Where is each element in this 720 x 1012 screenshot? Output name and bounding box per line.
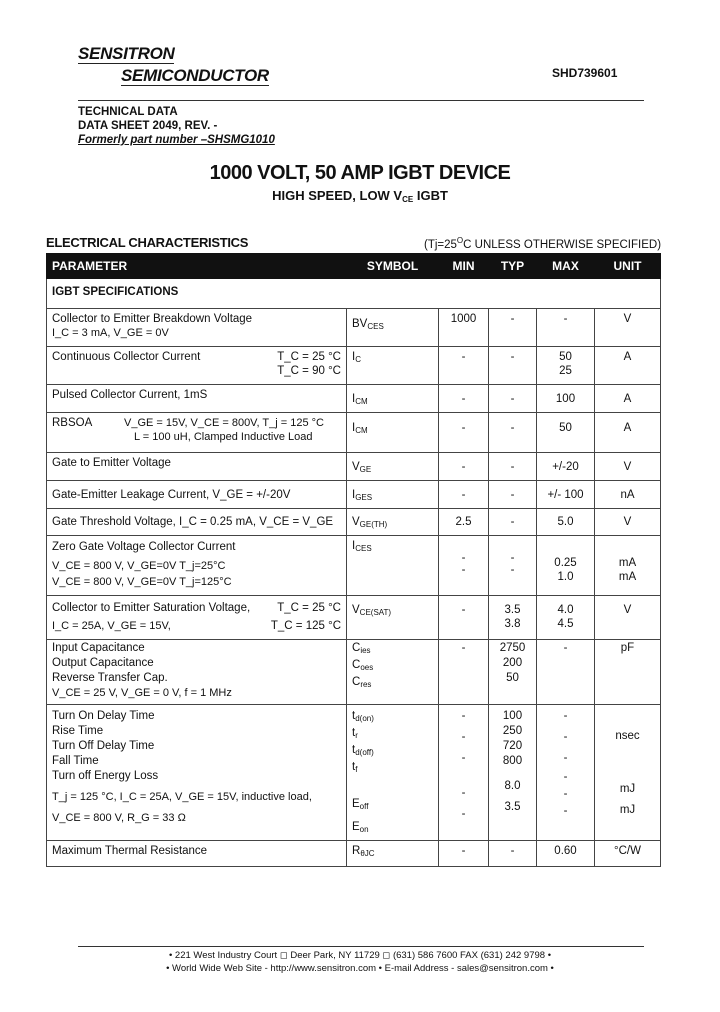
param-label: Collector to Emitter Breakdown Voltage	[52, 313, 253, 325]
group-row	[47, 279, 661, 309]
min-cell: -	[439, 453, 489, 481]
unit-cell: pF	[595, 640, 661, 705]
max-cell: +/- 100	[537, 481, 595, 509]
param-condition: T_j = 125 °C, I_C = 25A, V_GE = 15V, inductive load,	[52, 791, 312, 803]
unit-cell: nA	[595, 481, 661, 509]
table-row	[47, 640, 661, 705]
min-cell: - -	[439, 536, 489, 596]
part-number: SHD739601	[552, 66, 618, 80]
electrical-characteristics-table	[46, 253, 661, 867]
typ-cell: -	[489, 481, 537, 509]
param-label: Input Capacitance	[52, 642, 145, 654]
typ-cell: 3.5 3.8	[489, 596, 537, 640]
unit-cell: V	[595, 596, 661, 640]
param-cell: Gate to Emitter Voltage	[47, 453, 347, 481]
typ-cell: 2750 200 50	[489, 640, 537, 705]
param-cell: Gate Threshold Voltage, I_C = 0.25 mA, V_CE = V_GE	[47, 509, 347, 536]
max-cell: +/-20	[537, 453, 595, 481]
symbol-cell: $V_{GE}$	[347, 453, 439, 481]
param-cell	[47, 347, 347, 385]
symbol-cell: $I_{CES}$	[347, 536, 439, 596]
header-parameter: PARAMETER	[47, 254, 347, 279]
unit-cell: A	[595, 413, 661, 453]
table-row	[47, 385, 661, 413]
unit-cell: V	[595, 309, 661, 347]
min-cell: -	[439, 347, 489, 385]
typ-cell: -	[489, 309, 537, 347]
max-cell: 50 25	[537, 347, 595, 385]
param-label: Zero Gate Voltage Collector Current	[52, 541, 236, 553]
header-typ: TYP	[489, 254, 537, 279]
param-cell	[47, 705, 347, 841]
header-symbol: SYMBOL	[347, 254, 439, 279]
page-title: 1000 VOLT, 50 AMP IGBT DEVICE	[209, 162, 511, 184]
param-cell	[47, 413, 347, 453]
unit-cell: V	[595, 453, 661, 481]
min-cell: -	[439, 385, 489, 413]
max-cell: 100	[537, 385, 595, 413]
datasheet-revision: DATA SHEET 2049, REV. -	[78, 120, 218, 132]
footer-address: • 221 West Industry Court ◻ Deer Park, NY 11729 ◻ (631) 586 7600 FAX (631) 242 9798 •	[168, 950, 552, 961]
table-row	[47, 705, 661, 841]
min-cell: -	[439, 413, 489, 453]
header-rule	[78, 100, 644, 101]
param-condition: T_C = 90 °C	[277, 365, 341, 377]
param-condition: V_CE = 800 V, V_GE=0V T_j=25°C	[52, 560, 226, 572]
table-row	[47, 596, 661, 640]
max-cell: 4.0 4.5	[537, 596, 595, 640]
min-cell: -	[439, 481, 489, 509]
param-label: Rise Time	[52, 725, 104, 737]
table-row	[47, 453, 661, 481]
min-cell: 2.5	[439, 509, 489, 536]
unit-cell: mA mA	[595, 536, 661, 596]
table-header-row	[47, 254, 661, 279]
symbol-cell: $BV_{CES}$	[347, 309, 439, 347]
min-cell: - - - - -	[439, 705, 489, 841]
table-row	[47, 413, 661, 453]
former-part-number: Formerly part number –SHSMG1010	[78, 134, 275, 146]
typ-cell: -	[489, 347, 537, 385]
table-row	[47, 309, 661, 347]
table-row	[47, 841, 661, 867]
param-condition: T_C = 25 °C	[277, 351, 341, 363]
param-condition: V_GE = 15V, V_CE = 800V, T_j = 125 °C	[124, 417, 324, 429]
param-condition: L = 100 uH, Clamped Inductive Load	[134, 431, 313, 443]
unit-cell: A	[595, 347, 661, 385]
param-condition: I_C = 25A, V_GE = 15V,	[52, 620, 171, 632]
section-heading: ELECTRICAL CHARACTERISTICS	[46, 235, 249, 250]
param-cell: Gate-Emitter Leakage Current, V_GE = +/-20V	[47, 481, 347, 509]
technical-data-label: TECHNICAL DATA	[78, 106, 178, 118]
table-row	[47, 481, 661, 509]
param-label: Turn On Delay Time	[52, 710, 155, 722]
table-row	[47, 347, 661, 385]
symbol-cell: $V_{GE(TH)}$	[347, 509, 439, 536]
param-condition: T_C = 125 °C	[270, 620, 341, 632]
param-condition: T_C = 25 °C	[277, 602, 341, 614]
param-label: Turn Off Delay Time	[52, 740, 155, 752]
company-logo-line2: SEMICONDUCTOR	[121, 66, 269, 85]
max-cell: - - - - - -	[537, 705, 595, 841]
param-cell: Pulsed Collector Current, 1mS	[47, 385, 347, 413]
symbol-cell: $C_{ies}$ $C_{oes}$ $C_{res}$	[347, 640, 439, 705]
param-label: Collector to Emitter Saturation Voltage,	[52, 602, 251, 614]
max-cell: -	[537, 309, 595, 347]
param-condition: V_CE = 25 V, V_GE = 0 V, f = 1 MHz	[52, 687, 232, 699]
symbol-cell: $I_{GES}$	[347, 481, 439, 509]
max-cell: 50	[537, 413, 595, 453]
symbol-cell: $t_{d(on)}$ $t_r$ $t_{d(off)}$ $t_f$ $E_{off}$ $E_{on}$	[347, 705, 439, 841]
param-label: Fall Time	[52, 755, 99, 767]
technical-data-block	[78, 105, 275, 147]
footer-rule	[78, 946, 644, 947]
header-max: MAX	[537, 254, 595, 279]
param-condition: V_CE = 800 V, R_G = 33 Ω	[52, 812, 186, 824]
param-cell	[47, 596, 347, 640]
symbol-cell: $V_{CE(SAT)}$	[347, 596, 439, 640]
typ-cell: -	[489, 413, 537, 453]
typ-cell: -	[489, 509, 537, 536]
max-cell: 0.60	[537, 841, 595, 867]
param-label: Turn off Energy Loss	[52, 770, 159, 782]
symbol-cell: $I_C$	[347, 347, 439, 385]
symbol-cell: $R_{\theta JC}$	[347, 841, 439, 867]
max-cell: 5.0	[537, 509, 595, 536]
param-condition: V_CE = 800 V, V_GE=0V T_j=125°C	[52, 576, 232, 588]
symbol-cell: $I_{CM}$	[347, 385, 439, 413]
param-cell	[47, 536, 347, 596]
logo-underline-1	[78, 63, 174, 64]
symbol-cell: $I_{CM}$	[347, 413, 439, 453]
param-cell: Maximum Thermal Resistance	[47, 841, 347, 867]
param-label: Output Capacitance	[52, 657, 154, 669]
min-cell: 1000	[439, 309, 489, 347]
typ-cell: - -	[489, 536, 537, 596]
typ-cell: -	[489, 841, 537, 867]
param-cell	[47, 309, 347, 347]
min-cell: -	[439, 841, 489, 867]
unit-cell: °C/W	[595, 841, 661, 867]
param-label: RBSOA	[52, 417, 93, 429]
unit-cell: A	[595, 385, 661, 413]
header-unit: UNIT	[595, 254, 661, 279]
param-label: Continuous Collector Current	[52, 351, 201, 363]
table-row	[47, 536, 661, 596]
max-cell: -	[537, 640, 595, 705]
logo-underline-2	[121, 85, 269, 86]
unit-cell: nsec mJ mJ	[595, 705, 661, 841]
section-conditions: ($Tj=25^OC$ UNLESS OTHERWISE SPECIFIED)	[424, 236, 662, 251]
page-subtitle: HIGH SPEED, LOW $V_{CE}$ IGBT	[272, 188, 448, 204]
min-cell: -	[439, 596, 489, 640]
typ-cell: -	[489, 385, 537, 413]
param-label: Reverse Transfer Cap.	[52, 672, 168, 684]
table-row	[47, 509, 661, 536]
unit-cell: V	[595, 509, 661, 536]
param-condition: I_C = 3 mA, V_GE = 0V	[52, 327, 169, 339]
max-cell: 0.25 1.0	[537, 536, 595, 596]
group-label: IGBT SPECIFICATIONS	[47, 279, 661, 309]
footer-web: • World Wide Web Site - http://www.sensitron.com • E-mail Address - sales@sensitron.com •	[166, 963, 554, 974]
typ-cell: 100 250 720 800 8.0 3.5	[489, 705, 537, 841]
param-cell	[47, 640, 347, 705]
min-cell: -	[439, 640, 489, 705]
typ-cell: -	[489, 453, 537, 481]
header-min: MIN	[439, 254, 489, 279]
company-logo-line1: SENSITRON	[78, 44, 175, 63]
